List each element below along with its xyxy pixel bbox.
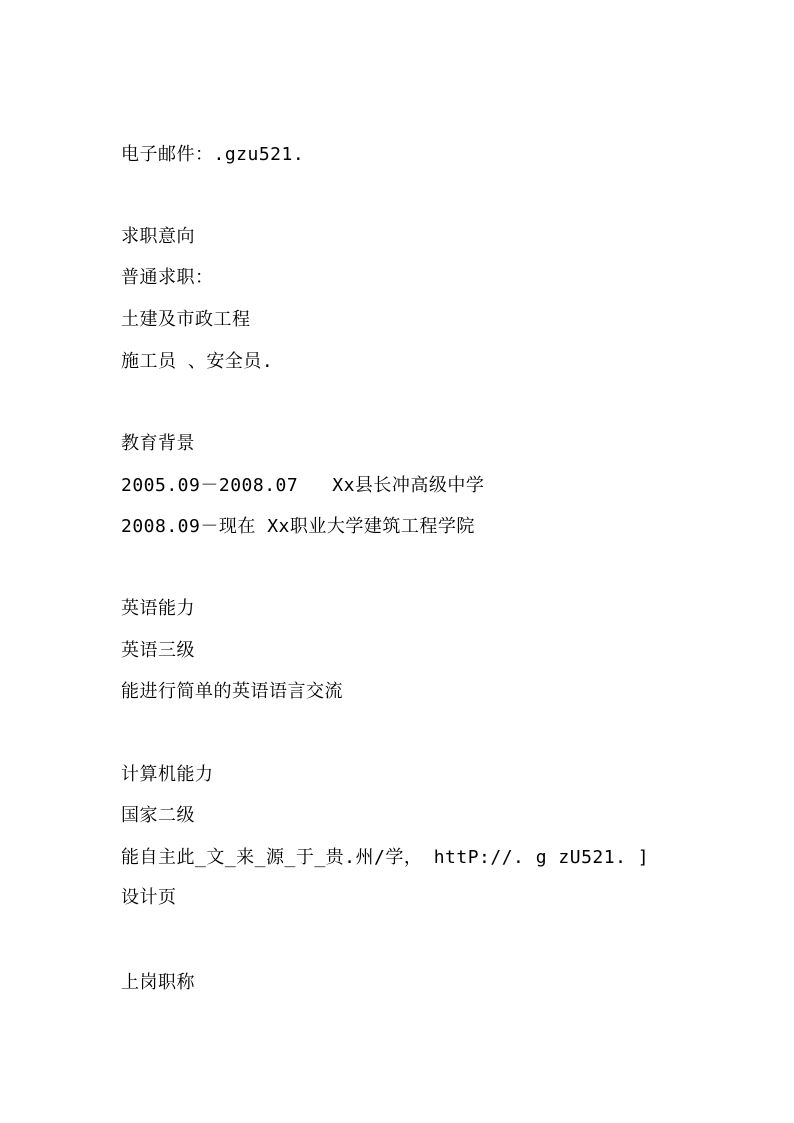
- education-heading: 教育背景: [121, 433, 195, 454]
- computer-description: 能自主此_文_来_源_于_贵.州/学， httP://. g zU521. ]: [121, 847, 650, 868]
- general-job-label: 普通求职：: [121, 267, 214, 288]
- english-heading: 英语能力: [121, 598, 195, 619]
- computer-level: 国家二级: [121, 805, 195, 826]
- email-line: 电子邮件：.gzu521.: [121, 144, 305, 165]
- job-intention-heading: 求职意向: [121, 226, 195, 247]
- title-heading: 上岗职称: [121, 972, 195, 993]
- job-field: 土建及市政工程: [121, 309, 251, 330]
- job-positions: 施工员 、安全员.: [121, 351, 274, 372]
- education-entry: 2005.09－2008.07 Xx县长冲高级中学: [121, 475, 485, 496]
- english-level: 英语三级: [121, 640, 195, 661]
- computer-description-continued: 设计页: [121, 887, 177, 908]
- english-description: 能进行简单的英语语言交流: [121, 681, 343, 702]
- computer-heading: 计算机能力: [121, 764, 214, 785]
- education-entry: 2008.09－现在 Xx职业大学建筑工程学院: [121, 516, 475, 537]
